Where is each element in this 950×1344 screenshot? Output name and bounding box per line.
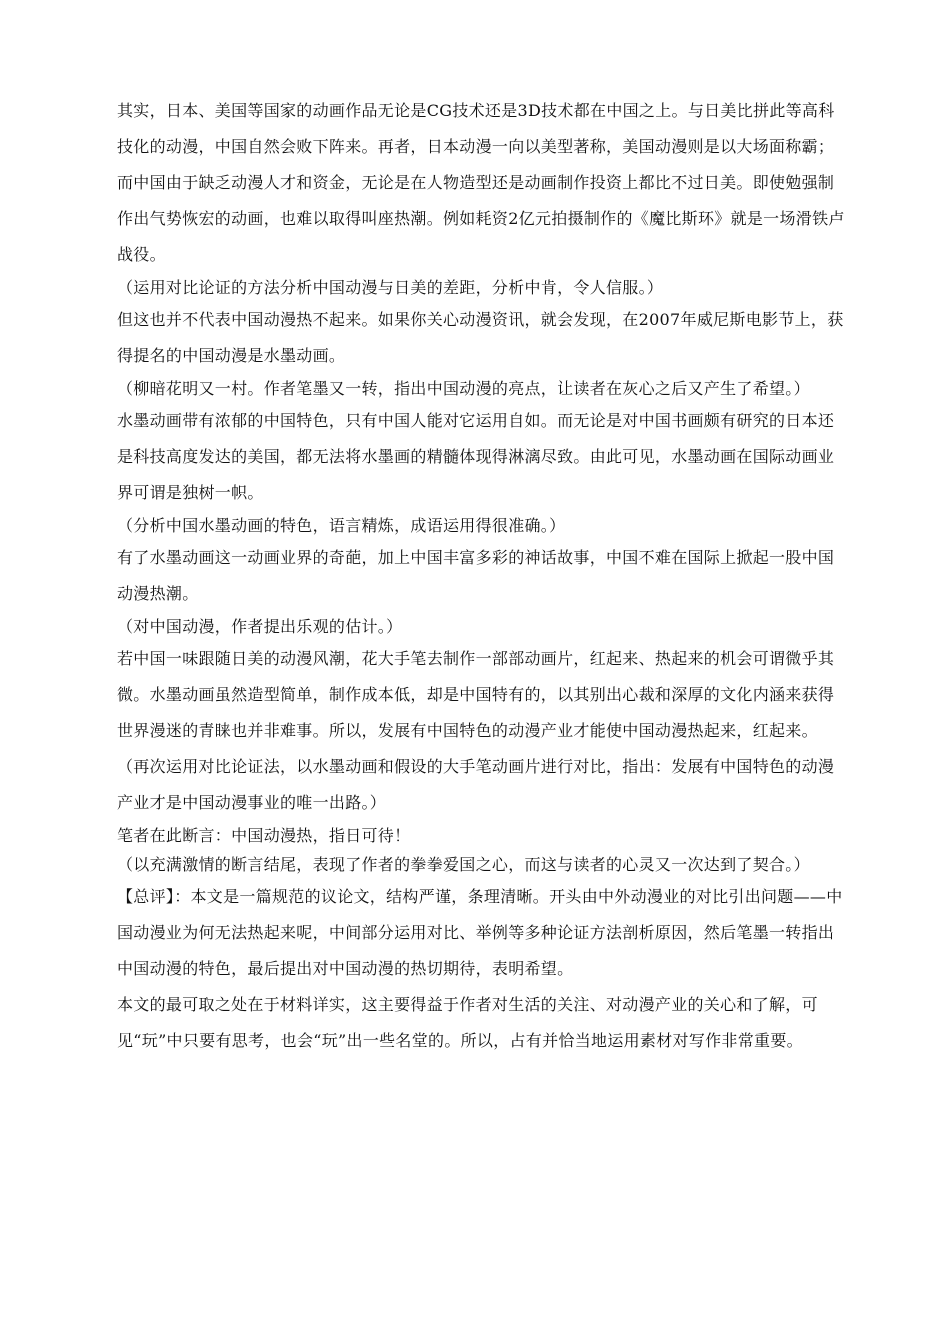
summary-tag: 【总评】 — [117, 887, 175, 906]
paragraph-ink-animation: 水墨动画带有浓郁的中国特色，只有中国人能对它运用自如。而无论是对中国书画颇有研究的日本还是科技高度发达的美国，都无法将水墨画的精髓体现得淋漓尽致。由此可见，水墨动画在国际动画业界可谓是独树一帜。 — [117, 411, 835, 502]
summary-paragraph — [117, 879, 847, 987]
summary-text: ：本文是一篇规范的议论文，结构严谨，条理清晰。开头由中外动漫业的对比引出问题——中国动漫业为何无法热起来呢，中间部分运用对比、举例等多种论证方法剖析原因，然后笔墨一转指出中国动漫的特色，最后提出对中国动漫的热切期待，表明希望。 — [117, 887, 843, 978]
paragraph-conclusion: 笔者在此断言：中国动漫热，指日可待！ — [117, 826, 411, 845]
comment-note: （以充满激情的断言结尾，表现了作者的拳拳爱国之心，而这与读者的心灵又一次达到了契合。） — [117, 855, 810, 874]
comment-note: （柳暗花明又一村。作者笔墨又一转，指出中国动漫的亮点，让读者在灰心之后又产生了希望。） — [117, 379, 810, 398]
paragraph-optimism: 有了水墨动画这一动画业界的奇葩，加上中国丰富多彩的神话故事，中国不难在国际上掀起一股中国动漫热潮。 — [117, 548, 835, 603]
comment-note: （对中国动漫，作者提出乐观的估计。） — [117, 617, 403, 636]
paragraph-comparison: 其实，日本、美国等国家的动画作品无论是CG技术还是3D技术都在中国之上。与日美比拼此等高科技化的动漫，中国自然会败下阵来。再者，日本动漫一向以美型著称，美国动漫则是以大场面称霸；而中国由于缺乏动漫人才和资金，无论是在人物造型还是动画制作投资上都比不过日美。即使勉强制作出气势恢宏的动画，也难以取得叫座热潮。例如耗资2亿元拍摄制作的《魔比斯环》就是一场滑铁卢战役。 — [117, 101, 845, 264]
paragraph-closing-remark: 本文的最可取之处在于材料详实，这主要得益于作者对生活的关注、对动漫产业的关心和了解，可见“玩”中只要有思考，也会“玩”出一些名堂的。所以，占有并恰当地运用素材对写作非常重要。 — [117, 995, 818, 1050]
paragraph-turn: 但这也并不代表中国动漫热不起来。如果你关心动漫资讯，就会发现，在2007年威尼斯电影节上，获得提名的中国动漫是水墨动画。 — [117, 310, 844, 365]
paragraph-argument: 若中国一味跟随日美的动漫风潮，花大手笔去制作一部部动画片，红起来、热起来的机会可谓微乎其微。水墨动画虽然造型简单，制作成本低，却是中国特有的，以其别出心裁和深厚的文化内涵来获得世界漫迷的青睐也并非难事。所以，发展有中国特色的动漫产业才能使中国动漫热起来，红起来。 — [117, 649, 835, 740]
comment-note: （分析中国水墨动画的特色，语言精炼，成语运用得很准确。） — [117, 516, 566, 535]
comment-note: （再次运用对比论证法，以水墨动画和假设的大手笔动画片进行对比，指出：发展有中国特色的动漫产业才是中国动漫事业的唯一出路。） — [117, 757, 835, 812]
document-page — [117, 93, 847, 1059]
comment-note: （运用对比论证的方法分析中国动漫与日美的差距，分析中肯，令人信服。） — [117, 278, 664, 297]
